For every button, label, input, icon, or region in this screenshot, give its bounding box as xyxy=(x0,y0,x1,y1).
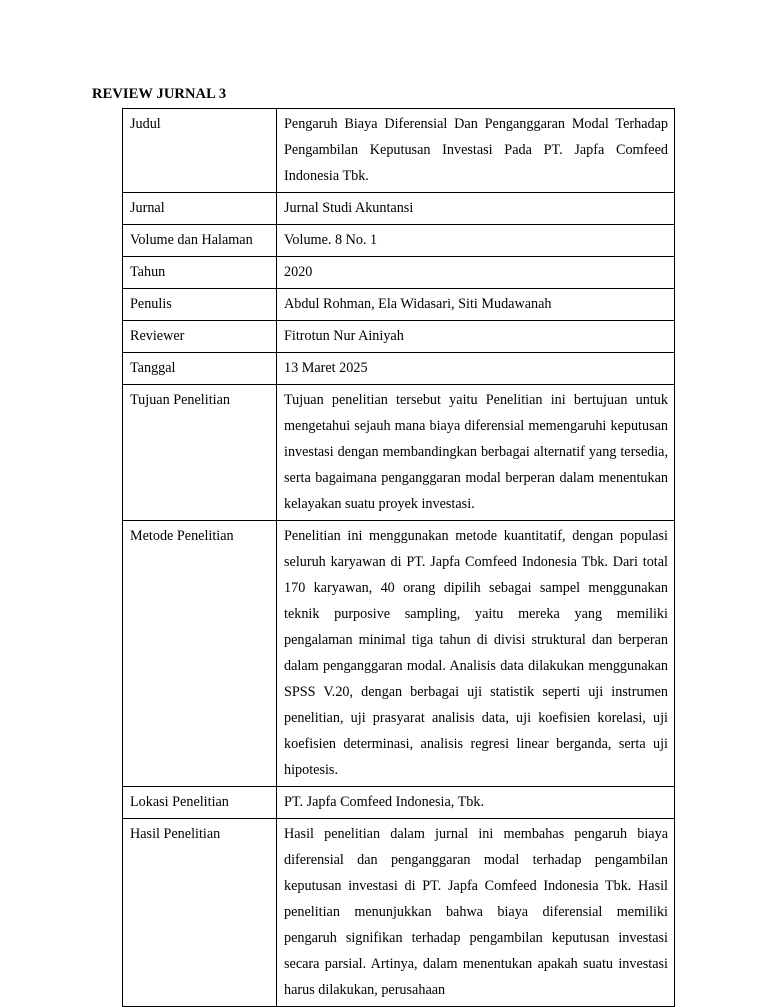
row-label-judul: Judul xyxy=(123,109,277,193)
row-value-metode: Penelitian ini menggunakan metode kuantitatif, dengan populasi seluruh karyawan di PT. Japfa Comfeed Indonesia Tbk. Dari total 170 karyawan, 40 orang dipilih sebagai sampel menggunakan teknik purposive sampling, yaitu mereka yang memiliki pengalaman minimal tiga tahun di divisi struktural dan berperan dalam penganggaran modal. Analisis data dilakukan menggunakan SPSS V.20, dengan berbagai uji statistik seperti uji instrumen penelitian, uji prasyarat analisis data, uji koefisien korelasi, uji koefisien determinasi, analisis regresi linear berganda, serta uji hipotesis. xyxy=(277,521,675,787)
row-label-reviewer: Reviewer xyxy=(123,321,277,353)
table-row xyxy=(123,225,675,257)
row-value-judul: Pengaruh Biaya Diferensial Dan Penganggaran Modal Terhadap Pengambilan Keputusan Investasi Pada PT. Japfa Comfeed Indonesia Tbk. xyxy=(277,109,675,193)
row-label-jurnal: Jurnal xyxy=(123,193,277,225)
row-label-tujuan: Tujuan Penelitian xyxy=(123,385,277,521)
review-table xyxy=(122,108,675,1007)
table-row xyxy=(123,787,675,819)
row-label-metode: Metode Penelitian xyxy=(123,521,277,787)
row-label-hasil: Hasil Penelitian xyxy=(123,819,277,1007)
table-row xyxy=(123,289,675,321)
row-value-tujuan: Tujuan penelitian tersebut yaitu Penelitian ini bertujuan untuk mengetahui sejauh mana biaya diferensial memengaruhi keputusan investasi dengan membandingkan berbagai alternatif yang tersedia, serta bagaimana penganggaran modal berperan dalam menentukan kelayakan suatu proyek investasi. xyxy=(277,385,675,521)
row-value-hasil: Hasil penelitian dalam jurnal ini membahas pengaruh biaya diferensial dan penganggaran modal terhadap pengambilan keputusan investasi di PT. Japfa Comfeed Indonesia Tbk. Hasil penelitian menunjukkan bahwa biaya diferensial memiliki pengaruh signifikan terhadap pengambilan keputusan investasi secara parsial. Artinya, dalam menentukan apakah suatu investasi harus dilakukan, perusahaan xyxy=(277,819,675,1007)
row-label-volume: Volume dan Halaman xyxy=(123,225,277,257)
row-value-reviewer: Fitrotun Nur Ainiyah xyxy=(277,321,675,353)
row-label-tahun: Tahun xyxy=(123,257,277,289)
table-row xyxy=(123,819,675,1007)
page-heading: REVIEW JURNAL 3 xyxy=(92,86,227,102)
table-row xyxy=(123,109,675,193)
row-label-penulis: Penulis xyxy=(123,289,277,321)
row-value-tahun: 2020 xyxy=(277,257,675,289)
table-row xyxy=(123,353,675,385)
table-row xyxy=(123,193,675,225)
table-row xyxy=(123,321,675,353)
row-value-penulis: Abdul Rohman, Ela Widasari, Siti Mudawanah xyxy=(277,289,675,321)
table-row xyxy=(123,385,675,521)
row-value-tanggal: 13 Maret 2025 xyxy=(277,353,675,385)
row-value-lokasi: PT. Japfa Comfeed Indonesia, Tbk. xyxy=(277,787,675,819)
row-label-lokasi: Lokasi Penelitian xyxy=(123,787,277,819)
row-value-volume: Volume. 8 No. 1 xyxy=(277,225,675,257)
table-row xyxy=(123,257,675,289)
row-label-tanggal: Tanggal xyxy=(123,353,277,385)
table-row xyxy=(123,521,675,787)
row-value-jurnal: Jurnal Studi Akuntansi xyxy=(277,193,675,225)
